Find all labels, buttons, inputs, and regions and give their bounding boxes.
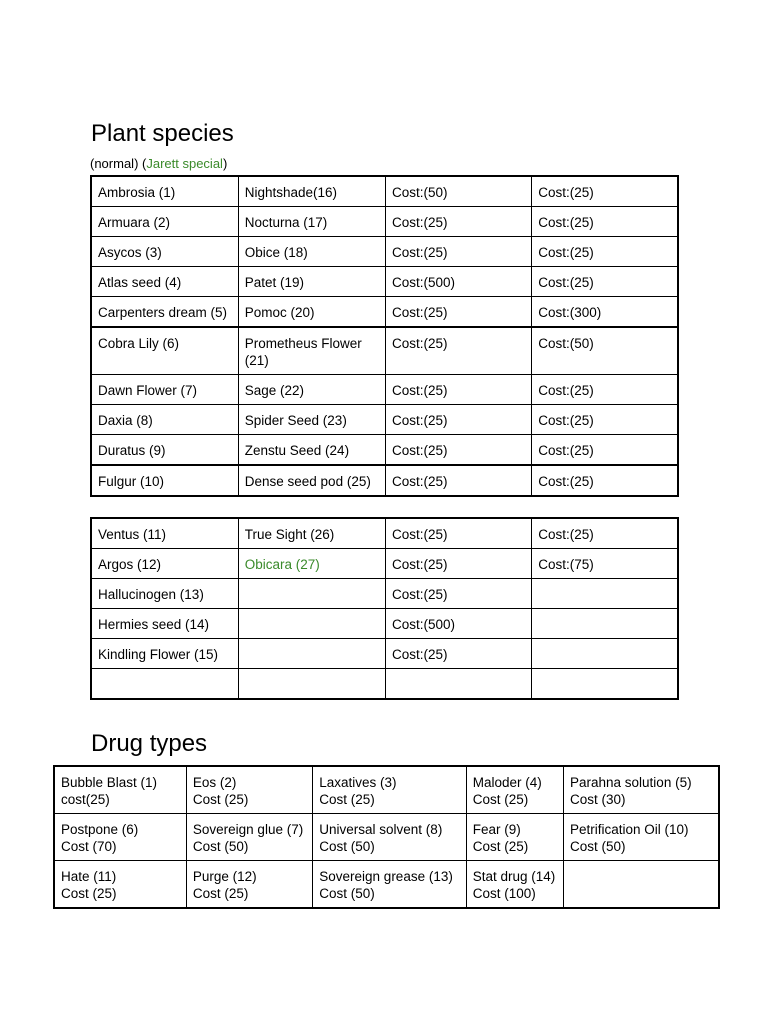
table-cell: Cost:(25) <box>532 176 678 207</box>
table-row <box>54 861 719 909</box>
table-cell: Cost:(50) <box>386 176 532 207</box>
table-row <box>91 375 678 405</box>
table-cell: Ambrosia (1) <box>91 176 238 207</box>
table-cell: Ventus (11) <box>91 518 238 549</box>
drug-cost: Cost (25) <box>472 839 529 854</box>
table-cell: Pomoc (20) <box>238 297 385 328</box>
table-cell: Carpenters dream (5) <box>91 297 238 328</box>
drug-name: Sovereign grease (13) <box>319 869 453 884</box>
drug-name: Stat drug (14) <box>472 869 556 884</box>
drug-name: Petrification Oil (10) <box>570 822 689 837</box>
table-cell: Nocturna (17) <box>238 207 385 237</box>
table-row <box>91 669 678 700</box>
table-cell: Cost:(25) <box>532 267 678 297</box>
table-cell <box>532 609 678 639</box>
table-cell: Nightshade(16) <box>238 176 385 207</box>
legend-normal: (normal) ( <box>90 156 147 171</box>
table-row <box>91 207 678 237</box>
table-cell: Cost:(25) <box>532 375 678 405</box>
drug-cost: Cost (25) <box>61 886 117 901</box>
drug-cost: Cost (30) <box>570 792 626 807</box>
table-cell: True Sight (26) <box>238 518 385 549</box>
drug-cost: Cost (25) <box>192 886 249 901</box>
drug-cost: Cost (50) <box>319 886 375 901</box>
drug-cost: Cost (25) <box>192 792 249 807</box>
table-cell: Cost:(25) <box>532 465 678 496</box>
table-cell: Cobra Lily (6) <box>91 327 238 375</box>
table-cell: Cost:(25) <box>386 237 532 267</box>
drug-table <box>53 765 720 909</box>
table-cell <box>564 814 720 861</box>
table-cell <box>466 766 563 814</box>
table-cell: Cost:(300) <box>532 297 678 328</box>
table-row <box>91 609 678 639</box>
table-cell <box>238 669 385 700</box>
table-cell: Argos (12) <box>91 549 238 579</box>
table-cell: Cost:(500) <box>386 267 532 297</box>
table-row <box>91 435 678 466</box>
table-cell <box>186 766 312 814</box>
table-cell: Dense seed pod (25) <box>238 465 385 496</box>
table-row <box>91 549 678 579</box>
table-cell <box>313 814 466 861</box>
table-cell: Cost:(25) <box>386 518 532 549</box>
table-cell: Cost:(25) <box>386 375 532 405</box>
table-row <box>54 766 719 814</box>
table-cell: Fulgur (10) <box>91 465 238 496</box>
plant-table-2 <box>90 517 679 700</box>
table-cell <box>186 861 312 909</box>
table-cell <box>564 861 720 909</box>
drug-name: Postpone (6) <box>61 822 139 837</box>
table-cell <box>91 669 238 700</box>
table-cell: Patet (19) <box>238 267 385 297</box>
table-cell: Duratus (9) <box>91 435 238 466</box>
legend-special: Jarett special <box>146 156 223 171</box>
table-row <box>91 405 678 435</box>
table-cell: Daxia (8) <box>91 405 238 435</box>
table-cell: Cost:(500) <box>386 609 532 639</box>
drug-name: Parahna solution (5) <box>570 775 692 790</box>
table-cell <box>238 579 385 609</box>
drug-cost: Cost (100) <box>472 886 536 901</box>
table-cell: Cost:(25) <box>532 435 678 466</box>
table-cell <box>313 861 466 909</box>
table-row <box>91 297 678 328</box>
table-cell <box>532 639 678 669</box>
drug-name: Bubble Blast (1) <box>61 775 158 790</box>
table-cell: Hermies seed (14) <box>91 609 238 639</box>
table-cell: Atlas seed (4) <box>91 267 238 297</box>
drug-name: Eos (2) <box>192 775 237 790</box>
table-cell: Sage (22) <box>238 375 385 405</box>
table-cell <box>466 814 563 861</box>
drug-types-heading: Drug types <box>91 730 208 757</box>
table-cell: Cost:(25) <box>532 207 678 237</box>
table-cell: Hallucinogen (13) <box>91 579 238 609</box>
table-cell: Dawn Flower (7) <box>91 375 238 405</box>
table-cell: Cost:(25) <box>386 327 532 375</box>
drug-name: Universal solvent (8) <box>319 822 443 837</box>
table-cell: Obice (18) <box>238 237 385 267</box>
table-row <box>91 518 678 549</box>
drug-cost: Cost (70) <box>61 839 117 854</box>
legend-close: ) <box>222 156 228 171</box>
drug-name: Laxatives (3) <box>319 775 397 790</box>
table-cell <box>54 766 186 814</box>
drug-name: Hate (11) <box>61 869 117 884</box>
table-cell: Asycos (3) <box>91 237 238 267</box>
drug-cost: Cost (25) <box>472 792 529 807</box>
drug-cost: Cost (25) <box>319 792 375 807</box>
table-cell: Cost:(25) <box>532 237 678 267</box>
table-cell: Spider Seed (23) <box>238 405 385 435</box>
drug-cost: Cost (50) <box>192 839 249 854</box>
table-cell: Prometheus Flower (21) <box>238 327 385 375</box>
table-row <box>91 327 678 375</box>
table-cell: Zenstu Seed (24) <box>238 435 385 466</box>
table-cell: Cost:(25) <box>386 549 532 579</box>
table-cell: Cost:(75) <box>532 549 678 579</box>
legend <box>90 156 227 172</box>
table-cell <box>313 766 466 814</box>
drug-cost: Cost (50) <box>570 839 626 854</box>
table-cell <box>54 814 186 861</box>
table-cell <box>564 766 720 814</box>
table-cell <box>532 669 678 700</box>
table-cell <box>386 669 532 700</box>
drug-name: Purge (12) <box>192 869 257 884</box>
table-cell <box>186 814 312 861</box>
table-cell: Cost:(25) <box>386 639 532 669</box>
table-row <box>91 267 678 297</box>
table-cell: Cost:(25) <box>386 465 532 496</box>
table-cell <box>238 639 385 669</box>
drug-name: Fear (9) <box>472 822 521 837</box>
table-cell: Cost:(25) <box>386 579 532 609</box>
table-cell: Cost:(25) <box>532 405 678 435</box>
table-cell: Kindling Flower (15) <box>91 639 238 669</box>
drug-name: Maloder (4) <box>472 775 542 790</box>
table-cell <box>54 861 186 909</box>
plant-species-heading: Plant species <box>91 120 234 147</box>
table-cell: Cost:(25) <box>386 435 532 466</box>
table-cell: Armuara (2) <box>91 207 238 237</box>
table-cell: Cost:(50) <box>532 327 678 375</box>
drug-name: Sovereign glue (7) <box>192 822 304 837</box>
drug-cost: Cost (50) <box>319 839 375 854</box>
drug-cost: cost(25) <box>61 792 110 807</box>
table-row <box>91 176 678 207</box>
table-cell <box>466 861 563 909</box>
table-row <box>91 465 678 496</box>
table-row <box>54 814 719 861</box>
table-row <box>91 639 678 669</box>
table-cell: Cost:(25) <box>386 207 532 237</box>
table-row <box>91 579 678 609</box>
table-cell <box>532 579 678 609</box>
plant-table-1 <box>90 175 679 497</box>
table-cell-special: Obicara (27) <box>238 549 385 579</box>
table-cell: Cost:(25) <box>386 297 532 328</box>
table-row <box>91 237 678 267</box>
table-cell <box>238 609 385 639</box>
table-cell: Cost:(25) <box>386 405 532 435</box>
table-cell: Cost:(25) <box>532 518 678 549</box>
